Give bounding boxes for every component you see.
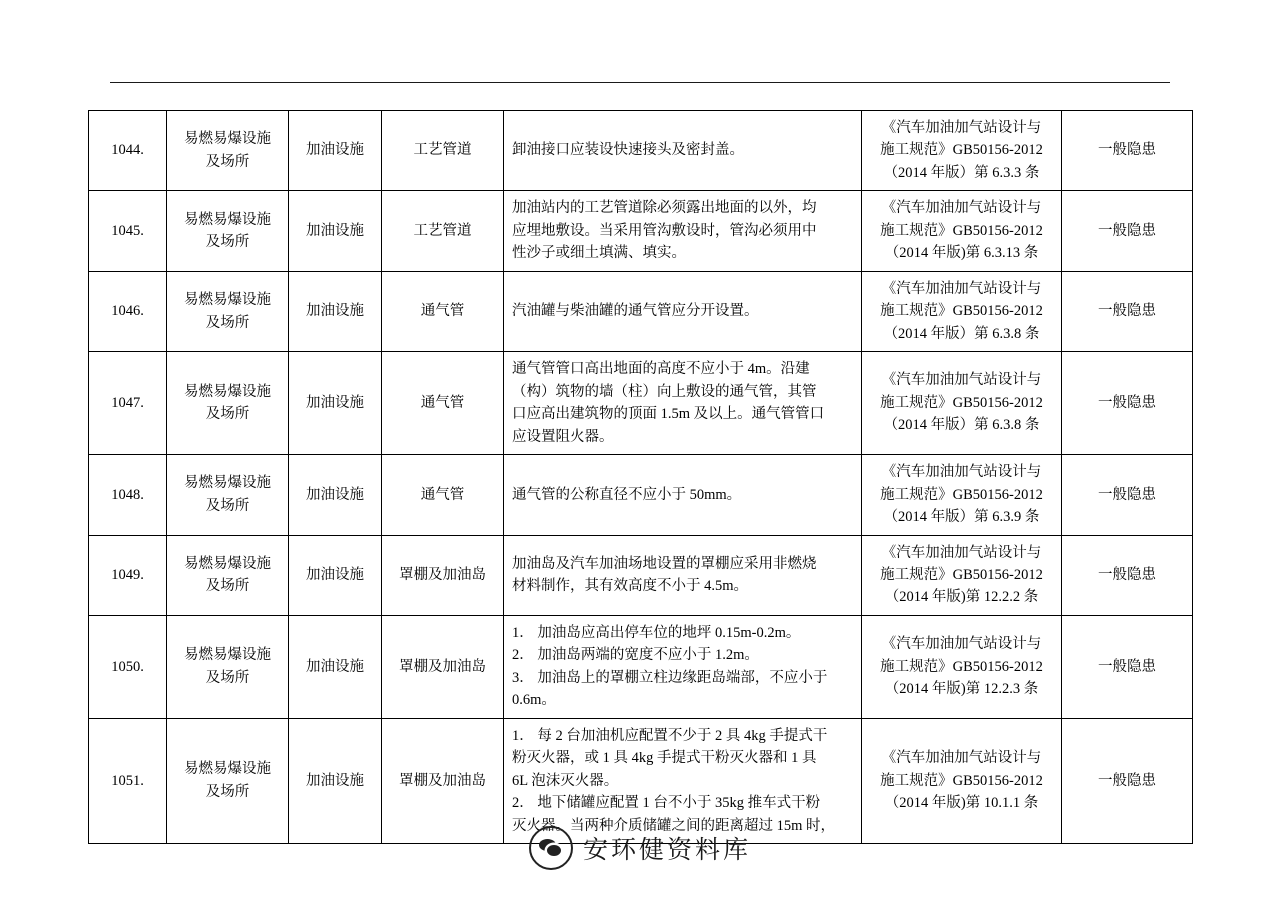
reference-line: （2014 年版）第 6.3.8 条 <box>883 325 1040 342</box>
row-number: 1050. <box>89 615 167 718</box>
category-line: 易燃易爆设施 <box>184 475 271 492</box>
table-row <box>89 535 1193 615</box>
reference-line: （2014 年版)第 6.3.13 条 <box>884 245 1039 262</box>
description-line: 卸油接口应装设快速接头及密封盖。 <box>512 142 744 159</box>
description-line: 1． 每 2 台加油机应配置不少于 2 具 4kg 手提式干 <box>512 727 828 744</box>
category-line: 及场所 <box>205 406 250 423</box>
description-line: 粉灭火器，或 1 具 4kg 手提式干粉灭火器和 1 具 <box>512 750 817 767</box>
reference-line: 《汽车加油加气站设计与 <box>881 120 1042 136</box>
reference-line: 施工规范》GB50156-2012 <box>880 142 1043 159</box>
table-row <box>89 191 1193 271</box>
row-facility: 加油设施 <box>289 191 382 271</box>
row-reference <box>862 271 1062 351</box>
row-facility: 加油设施 <box>289 718 382 843</box>
row-part: 罩棚及加油岛 <box>382 535 504 615</box>
description-line: 通气管的公称直径不应小于 50mm。 <box>512 486 742 503</box>
row-level: 一般隐患 <box>1062 352 1193 455</box>
reference-line: （2014 年版）第 6.3.9 条 <box>883 509 1040 526</box>
row-category <box>167 191 289 271</box>
description-line: （构）筑物的墙（柱）向上敷设的通气管，其管 <box>512 383 817 400</box>
reference-line: 《汽车加油加气站设计与 <box>881 372 1042 389</box>
row-facility: 加油设施 <box>289 535 382 615</box>
description-line: 应设置阻火器。 <box>512 428 614 445</box>
category-line: 及场所 <box>205 314 250 331</box>
row-reference <box>862 191 1062 271</box>
table-row <box>89 111 1193 191</box>
row-facility: 加油设施 <box>289 615 382 718</box>
table-row <box>89 455 1193 535</box>
row-reference <box>862 718 1062 843</box>
row-reference <box>862 352 1062 455</box>
row-category <box>167 352 289 455</box>
table-row <box>89 271 1193 351</box>
row-facility: 加油设施 <box>289 455 382 535</box>
reference-line: （2014 年版)第 10.1.1 条 <box>884 795 1039 812</box>
category-line: 及场所 <box>205 497 250 514</box>
description-line: 应埋地敷设。当采用管沟敷设时，管沟必须用中 <box>512 222 817 239</box>
row-description <box>504 111 862 191</box>
row-number: 1051. <box>89 718 167 843</box>
reference-line: （2014 年版)第 12.2.3 条 <box>884 681 1039 698</box>
row-facility: 加油设施 <box>289 111 382 191</box>
description-line: 3． 加油岛上的罩棚立柱边缘距岛端部，不应小于 <box>512 669 828 686</box>
row-category <box>167 718 289 843</box>
row-number: 1046. <box>89 271 167 351</box>
category-line: 易燃易爆设施 <box>184 761 271 778</box>
table-row <box>89 718 1193 843</box>
description-line: 性沙子或细土填满、填实。 <box>512 245 686 262</box>
description-line: 汽油罐与柴油罐的通气管应分开设置。 <box>512 303 759 320</box>
row-facility: 加油设施 <box>289 271 382 351</box>
row-part: 通气管 <box>382 352 504 455</box>
row-number: 1044. <box>89 111 167 191</box>
category-line: 易燃易爆设施 <box>184 211 271 228</box>
reference-line: 施工规范》GB50156-2012 <box>880 486 1043 503</box>
row-number: 1049. <box>89 535 167 615</box>
row-description <box>504 615 862 718</box>
reference-line: 施工规范》GB50156-2012 <box>880 222 1043 239</box>
table-row <box>89 615 1193 718</box>
hazard-table-container <box>88 110 1192 844</box>
category-line: 及场所 <box>205 783 250 800</box>
description-line: 通气管管口高出地面的高度不应小于 4m。沿建 <box>512 361 810 378</box>
row-number: 1048. <box>89 455 167 535</box>
header-divider <box>110 82 1170 83</box>
reference-line: 《汽车加油加气站设计与 <box>881 200 1042 217</box>
row-part: 工艺管道 <box>382 111 504 191</box>
category-line: 及场所 <box>205 153 250 170</box>
row-category <box>167 535 289 615</box>
row-part: 通气管 <box>382 455 504 535</box>
description-line: 0.6m。 <box>512 692 556 709</box>
reference-line: 《汽车加油加气站设计与 <box>881 750 1042 767</box>
category-line: 易燃易爆设施 <box>184 292 271 309</box>
row-number: 1045. <box>89 191 167 271</box>
reference-line: 《汽车加油加气站设计与 <box>881 464 1042 481</box>
row-description <box>504 191 862 271</box>
row-reference <box>862 615 1062 718</box>
description-line: 加油岛及汽车加油场地设置的罩棚应采用非燃烧 <box>512 555 817 572</box>
description-line: 2． 地下储罐应配置 1 台不小于 35kg 推车式干粉 <box>512 795 821 812</box>
description-line: 口应高出建筑物的顶面 1.5m 及以上。通气管管口 <box>512 406 825 423</box>
wechat-icon <box>529 826 573 870</box>
row-level: 一般隐患 <box>1062 718 1193 843</box>
description-line: 1． 加油岛应高出停车位的地坪 0.15m-0.2m。 <box>512 624 801 641</box>
category-line: 易燃易爆设施 <box>184 383 271 400</box>
hazard-table <box>88 110 1193 844</box>
category-line: 及场所 <box>205 669 250 686</box>
row-category <box>167 111 289 191</box>
category-line: 及场所 <box>205 578 250 595</box>
row-level: 一般隐患 <box>1062 455 1193 535</box>
description-line: 材料制作，其有效高度不小于 4.5m。 <box>512 578 749 595</box>
row-part: 工艺管道 <box>382 191 504 271</box>
reference-line: 施工规范》GB50156-2012 <box>880 658 1043 675</box>
category-line: 易燃易爆设施 <box>184 131 271 148</box>
row-facility: 加油设施 <box>289 352 382 455</box>
row-category <box>167 455 289 535</box>
row-description <box>504 271 862 351</box>
row-level: 一般隐患 <box>1062 535 1193 615</box>
row-description <box>504 352 862 455</box>
description-line: 灭火器。当两种介质储罐之间的距离超过 15m 时， <box>512 817 836 834</box>
row-level: 一般隐患 <box>1062 615 1193 718</box>
table-row <box>89 352 1193 455</box>
reference-line: 《汽车加油加气站设计与 <box>881 280 1042 297</box>
reference-line: （2014 年版)第 12.2.2 条 <box>884 589 1039 606</box>
row-level: 一般隐患 <box>1062 191 1193 271</box>
footer-brand-text: 安环健资料库 <box>582 836 751 864</box>
reference-line: （2014 年版）第 6.3.8 条 <box>883 417 1040 434</box>
row-reference <box>862 535 1062 615</box>
row-reference <box>862 455 1062 535</box>
row-description <box>504 455 862 535</box>
reference-line: 施工规范》GB50156-2012 <box>880 303 1043 320</box>
row-category <box>167 271 289 351</box>
description-line: 6L 泡沫灭火器。 <box>512 772 619 789</box>
row-reference <box>862 111 1062 191</box>
category-line: 及场所 <box>205 234 250 251</box>
row-level: 一般隐患 <box>1062 271 1193 351</box>
reference-line: 施工规范》GB50156-2012 <box>880 772 1043 789</box>
reference-line: 《汽车加油加气站设计与 <box>881 544 1042 561</box>
row-part: 通气管 <box>382 271 504 351</box>
row-description <box>504 718 862 843</box>
footer-brand <box>0 826 1280 870</box>
row-category <box>167 615 289 718</box>
row-level: 一般隐患 <box>1062 111 1193 191</box>
row-description <box>504 535 862 615</box>
reference-line: 《汽车加油加气站设计与 <box>881 636 1042 653</box>
row-part: 罩棚及加油岛 <box>382 718 504 843</box>
row-number: 1047. <box>89 352 167 455</box>
description-line: 2． 加油岛两端的宽度不应小于 1.2m。 <box>512 647 759 664</box>
reference-line: （2014 年版）第 6.3.3 条 <box>883 164 1040 181</box>
row-part: 罩棚及加油岛 <box>382 615 504 718</box>
category-line: 易燃易爆设施 <box>184 555 271 572</box>
category-line: 易燃易爆设施 <box>184 647 271 664</box>
reference-line: 施工规范》GB50156-2012 <box>880 394 1043 411</box>
reference-line: 施工规范》GB50156-2012 <box>880 566 1043 583</box>
description-line: 加油站内的工艺管道除必须露出地面的以外，均 <box>512 200 817 217</box>
